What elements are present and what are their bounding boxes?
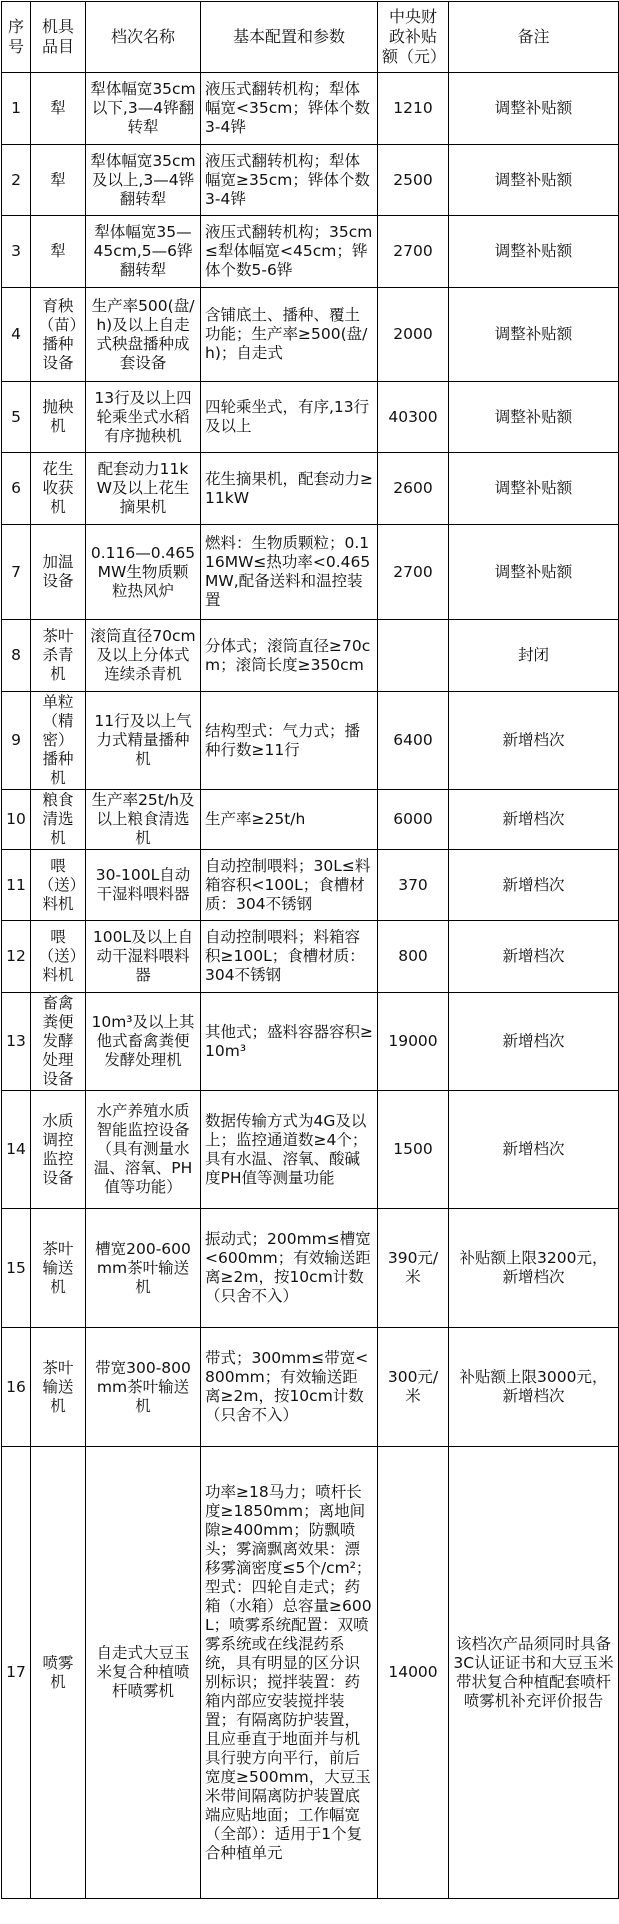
cell-subsidy: 300元/米	[378, 1328, 449, 1447]
cell-item: 粮食清选机	[31, 790, 86, 850]
table-row	[2, 1091, 619, 1209]
table-row	[2, 790, 619, 850]
cell-grade: 10m³及以上其他式畜禽粪便发酵处理机	[86, 993, 201, 1091]
cell-item: 犁	[31, 73, 86, 145]
header-item: 机具品目	[31, 2, 86, 73]
cell-config: 四轮乘坐式，有序,13行及以上	[201, 382, 378, 453]
cell-subsidy: 2700	[378, 216, 449, 288]
cell-item: 抛秧机	[31, 382, 86, 453]
cell-note: 补贴额上限3000元，新增档次	[449, 1328, 619, 1447]
cell-no: 17	[2, 1447, 31, 1899]
cell-grade: 100L及以上自动干湿料喂料器	[86, 921, 201, 993]
cell-item: 茶叶输送机	[31, 1328, 86, 1447]
cell-grade: 30-100L自动干湿料喂料器	[86, 850, 201, 921]
cell-config: 自动控制喂料；料箱容积≥100L；食槽材质：304不锈钢	[201, 921, 378, 993]
cell-subsidy	[378, 620, 449, 692]
cell-subsidy: 390元/米	[378, 1209, 449, 1328]
cell-grade: 犁体幅宽35—45cm,5—6铧翻转犁	[86, 216, 201, 288]
cell-subsidy: 14000	[378, 1447, 449, 1899]
cell-subsidy: 6000	[378, 790, 449, 850]
cell-item: 水质调控监控设备	[31, 1091, 86, 1209]
cell-item: 育秧（苗）播种设备	[31, 288, 86, 382]
cell-config: 功率≥18马力；喷杆长度≥1850mm；离地间隙≥400mm；防飘喷头；雾滴飘离效果：漂移雾滴密度≤5个/cm²；型式：四轮自走式；药箱（水箱）总容量≥600L；喷雾系统配置：双喷雾系统或在线混药系统，具有明显的区分识别标识；搅拌装置：药箱内部应安装搅拌装置；有隔离防护装置，且应垂直于地面并与机具行驶方向平行，前后宽度≥500mm，大豆玉米带间隔离防护装置底端应贴地面；工作幅宽（全部）：适用于1个复合种植单元	[201, 1447, 378, 1899]
cell-grade: 生产率500(盘/h)及以上自走式秧盘播种成套设备	[86, 288, 201, 382]
cell-item: 花生收获机	[31, 453, 86, 525]
table-row	[2, 850, 619, 921]
cell-item: 喂（送）料机	[31, 921, 86, 993]
cell-subsidy: 2600	[378, 453, 449, 525]
cell-config: 生产率≥25t/h	[201, 790, 378, 850]
cell-no: 14	[2, 1091, 31, 1209]
cell-grade: 犁体幅宽35cm及以上,3—4铧翻转犁	[86, 145, 201, 216]
table-row	[2, 145, 619, 216]
cell-grade: 0.116—0.465MW生物质颗粒热风炉	[86, 525, 201, 620]
cell-note: 补贴额上限3200元，新增档次	[449, 1209, 619, 1328]
table-row	[2, 692, 619, 790]
cell-subsidy: 2500	[378, 145, 449, 216]
cell-config: 燃料：生物质颗粒；0.116MW≤热功率<0.465MW,配备送料和温控装置	[201, 525, 378, 620]
header-row	[2, 2, 619, 73]
cell-no: 9	[2, 692, 31, 790]
cell-note: 调整补贴额	[449, 73, 619, 145]
cell-grade: 13行及以上四轮乘坐式水稻有序抛秧机	[86, 382, 201, 453]
cell-note: 调整补贴额	[449, 216, 619, 288]
cell-no: 2	[2, 145, 31, 216]
cell-note: 调整补贴额	[449, 288, 619, 382]
cell-no: 5	[2, 382, 31, 453]
cell-subsidy: 1500	[378, 1091, 449, 1209]
cell-subsidy: 19000	[378, 993, 449, 1091]
cell-no: 7	[2, 525, 31, 620]
cell-no: 15	[2, 1209, 31, 1328]
table-row	[2, 453, 619, 525]
cell-item: 茶叶杀青机	[31, 620, 86, 692]
cell-config: 液压式翻转机构；犁体幅宽≥35cm；铧体个数3-4铧	[201, 145, 378, 216]
cell-item: 畜禽粪便发酵处理设备	[31, 993, 86, 1091]
cell-note: 调整补贴额	[449, 382, 619, 453]
table-row	[2, 288, 619, 382]
cell-note: 新增档次	[449, 692, 619, 790]
subsidy-table	[1, 1, 619, 1899]
table-row	[2, 1447, 619, 1899]
table-row	[2, 1209, 619, 1328]
table-row	[2, 525, 619, 620]
cell-grade: 水产养殖水质智能监控设备（具有测量水温、溶氧、PH值等功能）	[86, 1091, 201, 1209]
cell-note: 该档次产品须同时具备3C认证证书和大豆玉米带状复合种植配套喷杆喷雾机补充评价报告	[449, 1447, 619, 1899]
cell-grade: 带宽300-800mm茶叶输送机	[86, 1328, 201, 1447]
header-note: 备注	[449, 2, 619, 73]
cell-note: 调整补贴额	[449, 525, 619, 620]
header-grade: 档次名称	[86, 2, 201, 73]
cell-grade: 生产率25t/h及以上粮食清选机	[86, 790, 201, 850]
cell-no: 16	[2, 1328, 31, 1447]
cell-grade: 自走式大豆玉米复合种植喷杆喷雾机	[86, 1447, 201, 1899]
cell-grade: 滚筒直径70cm及以上分体式连续杀青机	[86, 620, 201, 692]
cell-no: 11	[2, 850, 31, 921]
cell-item: 犁	[31, 145, 86, 216]
cell-note: 新增档次	[449, 1091, 619, 1209]
cell-note: 新增档次	[449, 921, 619, 993]
cell-no: 10	[2, 790, 31, 850]
cell-item: 加温设备	[31, 525, 86, 620]
cell-grade: 犁体幅宽35cm以下,3—4铧翻转犁	[86, 73, 201, 145]
cell-subsidy: 800	[378, 921, 449, 993]
cell-grade: 11行及以上气力式精量播种机	[86, 692, 201, 790]
table-row	[2, 620, 619, 692]
cell-subsidy: 370	[378, 850, 449, 921]
cell-note: 调整补贴额	[449, 145, 619, 216]
table-row	[2, 921, 619, 993]
cell-no: 13	[2, 993, 31, 1091]
cell-config: 液压式翻转机构；35cm≤犁体幅宽<45cm；铧体个数5-6铧	[201, 216, 378, 288]
cell-config: 数据传输方式为4G及以上；监控通道数≥4个；具有水温、溶氧、酸碱度PH值等测量功能	[201, 1091, 378, 1209]
cell-config: 其他式；盛料容器容积≥10m³	[201, 993, 378, 1091]
cell-no: 1	[2, 73, 31, 145]
cell-grade: 配套动力11kW及以上花生摘果机	[86, 453, 201, 525]
cell-config: 结构型式：气力式；播种行数≥11行	[201, 692, 378, 790]
cell-config: 花生摘果机，配套动力≥11kW	[201, 453, 378, 525]
cell-item: 茶叶输送机	[31, 1209, 86, 1328]
cell-item: 单粒（精密）播种机	[31, 692, 86, 790]
cell-grade: 槽宽200-600mm茶叶输送机	[86, 1209, 201, 1328]
cell-subsidy: 2700	[378, 525, 449, 620]
cell-config: 分体式；滚筒直径≥70cm；滚筒长度≥350cm	[201, 620, 378, 692]
cell-item: 喂（送）料机	[31, 850, 86, 921]
table-body	[2, 73, 619, 1899]
cell-note: 新增档次	[449, 993, 619, 1091]
cell-note: 新增档次	[449, 850, 619, 921]
table-row	[2, 993, 619, 1091]
cell-note: 新增档次	[449, 790, 619, 850]
cell-subsidy: 2000	[378, 288, 449, 382]
header-no: 序号	[2, 2, 31, 73]
cell-config: 振动式；200mm≤槽宽<600mm；有效输送距离≥2m，按10cm计数（只舍不入）	[201, 1209, 378, 1328]
table-row	[2, 382, 619, 453]
header-config: 基本配置和参数	[201, 2, 378, 73]
cell-config: 含铺底土、播种、覆土功能；生产率≥500(盘/h)；自走式	[201, 288, 378, 382]
cell-subsidy: 40300	[378, 382, 449, 453]
cell-no: 3	[2, 216, 31, 288]
header-subsidy: 中央财政补贴额（元）	[378, 2, 449, 73]
cell-no: 12	[2, 921, 31, 993]
cell-item: 喷雾机	[31, 1447, 86, 1899]
cell-config: 自动控制喂料；30L≤料箱容积<100L；食槽材质：304不锈钢	[201, 850, 378, 921]
cell-no: 8	[2, 620, 31, 692]
cell-note: 调整补贴额	[449, 453, 619, 525]
cell-subsidy: 1210	[378, 73, 449, 145]
table-row	[2, 1328, 619, 1447]
cell-subsidy: 6400	[378, 692, 449, 790]
cell-item: 犁	[31, 216, 86, 288]
cell-no: 6	[2, 453, 31, 525]
cell-no: 4	[2, 288, 31, 382]
cell-config: 带式；300mm≤带宽<800mm；有效输送距离≥2m，按10cm计数（只舍不入）	[201, 1328, 378, 1447]
cell-config: 液压式翻转机构；犁体幅宽<35cm；铧体个数3-4铧	[201, 73, 378, 145]
cell-note: 封闭	[449, 620, 619, 692]
table-row	[2, 73, 619, 145]
table-row	[2, 216, 619, 288]
